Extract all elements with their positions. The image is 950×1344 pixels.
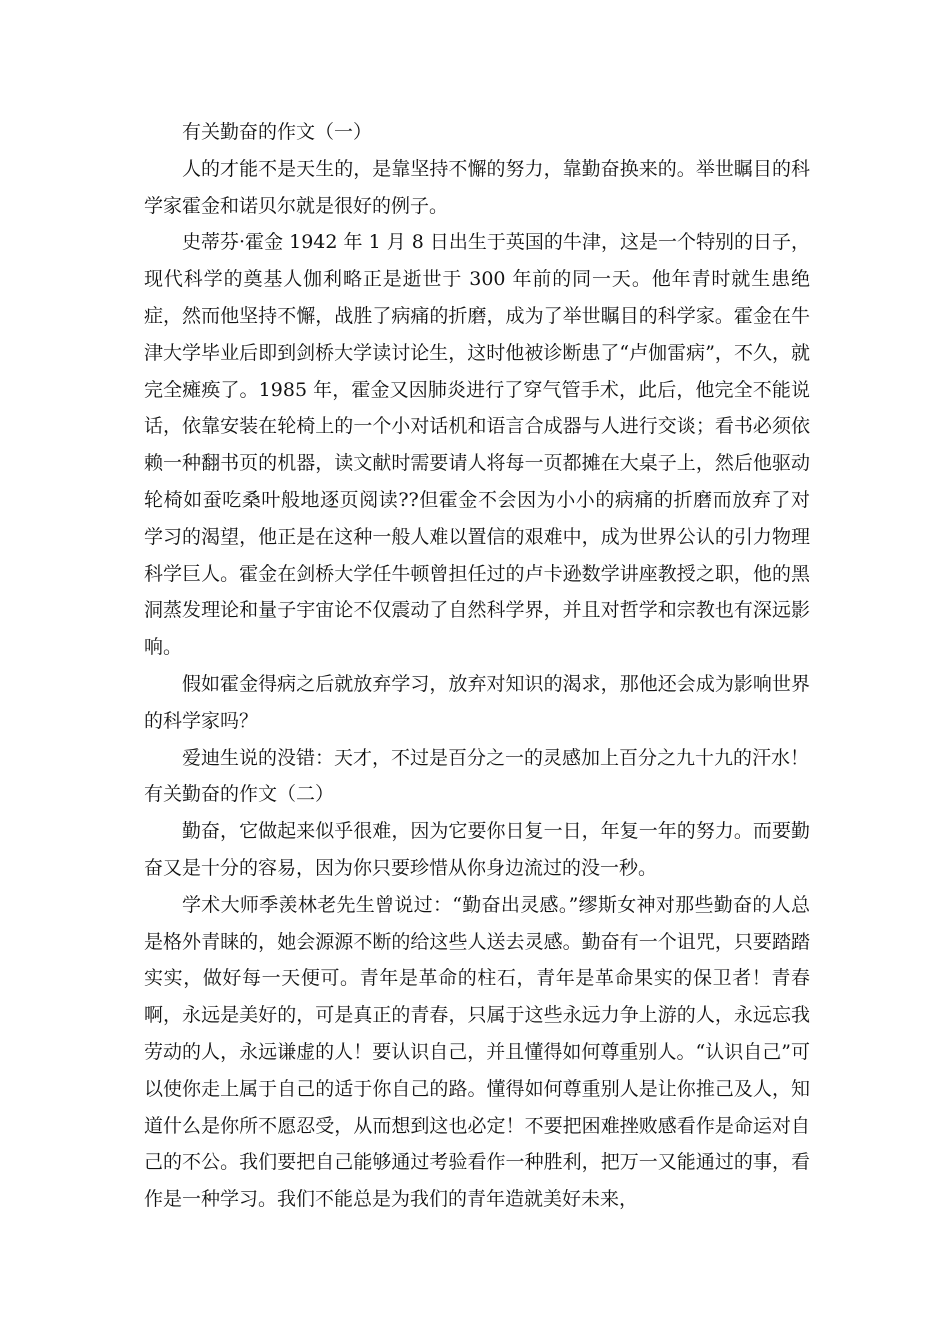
section-title-2: 有关勤奋的作文（二） (144, 783, 335, 806)
paragraph: 史蒂芬·霍金 1942 年 1 月 8 日出生于英国的牛津，这是一个特别的日子，现代科学的奠基人伽利略正是逝世于 300 年前的同一天。他年青时就生患绝症，然而他坚持不懈，战胜了病痛的折磨，成为了举世瞩目的科学家。霍金在牛津大学毕业后即到剑桥大学读讨论生，这时他被诊断患了“卢伽雷病”，不久，就完全瘫痪了。1985 年，霍金又因肺炎进行了穿气管手术，此后，他完全不能说话，依靠安装在轮椅上的一个小对话机和语言合成器与人进行交谈；看书必须依赖一种翻书页的机器，读文献时需要请人将每一页都摊在大桌子上，然后他驱动轮椅如蚕吃桑叶般地逐页阅读??但霍金不会因为小小的病痛的折磨而放弃了对学习的渴望，他正是在这种一般人难以置信的艰难中，成为世界公认的引力物理科学巨人。霍金在剑桥大学任牛顿曾担任过的卢卡逊数学讲座教授之职，他的黑洞蒸发理论和量子宇宙论不仅震动了自然科学界，并且对哲学和宗教也有深远影响。 (144, 231, 810, 659)
paragraph: 勤奋，它做起来似乎很难，因为它要你日复一日，年复一年的努力。而要勤奋又是十分的容易，因为你只要珍惜从你身边流过的没一秒。 (144, 820, 810, 879)
paragraph: 爱迪生说的没错：天才，不过是百分之一的灵感加上百分之九十九的汗水！ (182, 746, 810, 769)
paragraph: 假如霍金得病之后就放弃学习，放弃对知识的渴求，那他还会成为影响世界的科学家吗？ (144, 672, 810, 732)
paragraph: 人的才能不是天生的，是靠坚持不懈的努力，靠勤奋换来的。举世瞩目的科学家霍金和诺贝尔就是很好的例子。 (144, 157, 810, 217)
document-body (144, 114, 810, 1218)
section-title-1: 有关勤奋的作文（一） (182, 121, 373, 143)
paragraph: 学术大师季羡林老先生曾说过：“勤奋出灵感。”缪斯女神对那些勤奋的人总是格外青睐的，她会源源不断的给这些人送去灵感。勤奋有一个诅咒，只要踏踏实实，做好每一天便可。青年是革命的柱石，青年是革命果实的保卫者！青春啊，永远是美好的，可是真正的青春，只属于这些永远力争上游的人，永远忘我劳动的人，永远谦虚的人！要认识自己，并且懂得如何尊重别人。“认识自己”可以使你走上属于自己的适于你自己的路。懂得如何尊重别人是让你推己及人，知道什么是你所不愿忍受，从而想到这也必定！不要把困难挫败感看作是命运对自己的不公。我们要把自己能够通过考验看作一种胜利，把万一又能通过的事，看作是一种学习。我们不能总是为我们的青年造就美好未来， (144, 893, 810, 1211)
